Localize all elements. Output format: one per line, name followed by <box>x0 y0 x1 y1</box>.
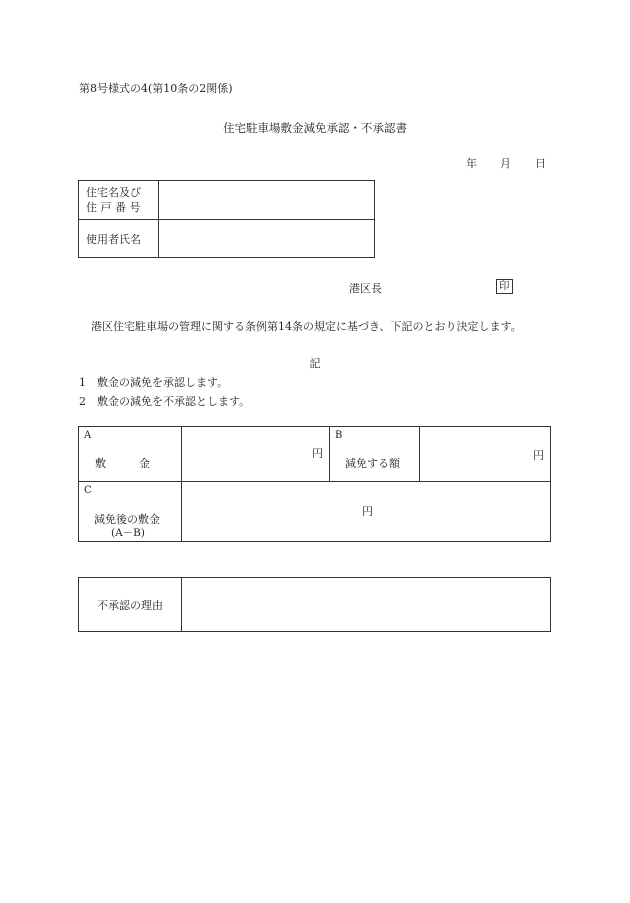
seal-mark: 印 <box>496 279 513 294</box>
date-year: 年 <box>466 157 477 170</box>
reason-value-cell[interactable] <box>182 578 551 632</box>
form-number: 第8号様式の4(第10条の2関係) <box>79 82 233 95</box>
reduction-unit: 円 <box>533 449 544 462</box>
item-disapprove: 2 敷金の減免を不承認とします。 <box>79 395 251 408</box>
deposit-value-cell[interactable] <box>182 427 330 482</box>
item-approve: 1 敷金の減免を承認します。 <box>79 376 229 389</box>
body-text: 港区住宅駐車場の管理に関する条例第14条の規定に基づき、下記のとおり決定します。 <box>91 320 522 333</box>
after-deposit-label-line2: (A－B) <box>111 527 145 539</box>
reason-table <box>78 577 551 632</box>
reduction-value-cell[interactable] <box>420 427 551 482</box>
seal-area <box>496 279 513 294</box>
after-deposit-unit: 円 <box>362 505 373 518</box>
user-label: 使用者氏名 <box>86 232 141 246</box>
housing-value-cell[interactable] <box>159 181 375 220</box>
deposit-label: 敷 金 <box>95 457 150 470</box>
deposit-unit: 円 <box>312 447 323 460</box>
date-month: 月 <box>500 157 511 170</box>
info-table <box>78 180 375 258</box>
amount-table <box>78 426 551 542</box>
letter-a: A <box>84 430 92 441</box>
housing-label-cell <box>79 181 159 220</box>
ki-heading: 記 <box>309 357 321 370</box>
document-title: 住宅駐車場敷金減免承認・不承認書 <box>223 121 407 135</box>
letter-b: B <box>335 430 343 441</box>
reason-label: 不承認の理由 <box>97 598 163 612</box>
housing-label-line1: 住宅名及び <box>86 186 141 199</box>
reason-label-cell <box>79 578 182 632</box>
after-deposit-label-cell <box>79 482 182 542</box>
reduction-label-cell <box>330 427 420 482</box>
after-deposit-value-cell[interactable] <box>182 482 551 542</box>
housing-label-line2: 住 戸 番 号 <box>86 201 141 214</box>
user-label-cell <box>79 220 159 258</box>
letter-c: C <box>84 485 92 496</box>
date-day: 日 <box>535 157 546 170</box>
user-value-cell[interactable] <box>159 220 375 258</box>
deposit-label-cell <box>79 427 182 482</box>
issuer-title: 港区長 <box>349 282 382 295</box>
after-deposit-label-line1: 減免後の敷金 <box>94 513 160 526</box>
reduction-label: 減免する額 <box>345 457 400 470</box>
